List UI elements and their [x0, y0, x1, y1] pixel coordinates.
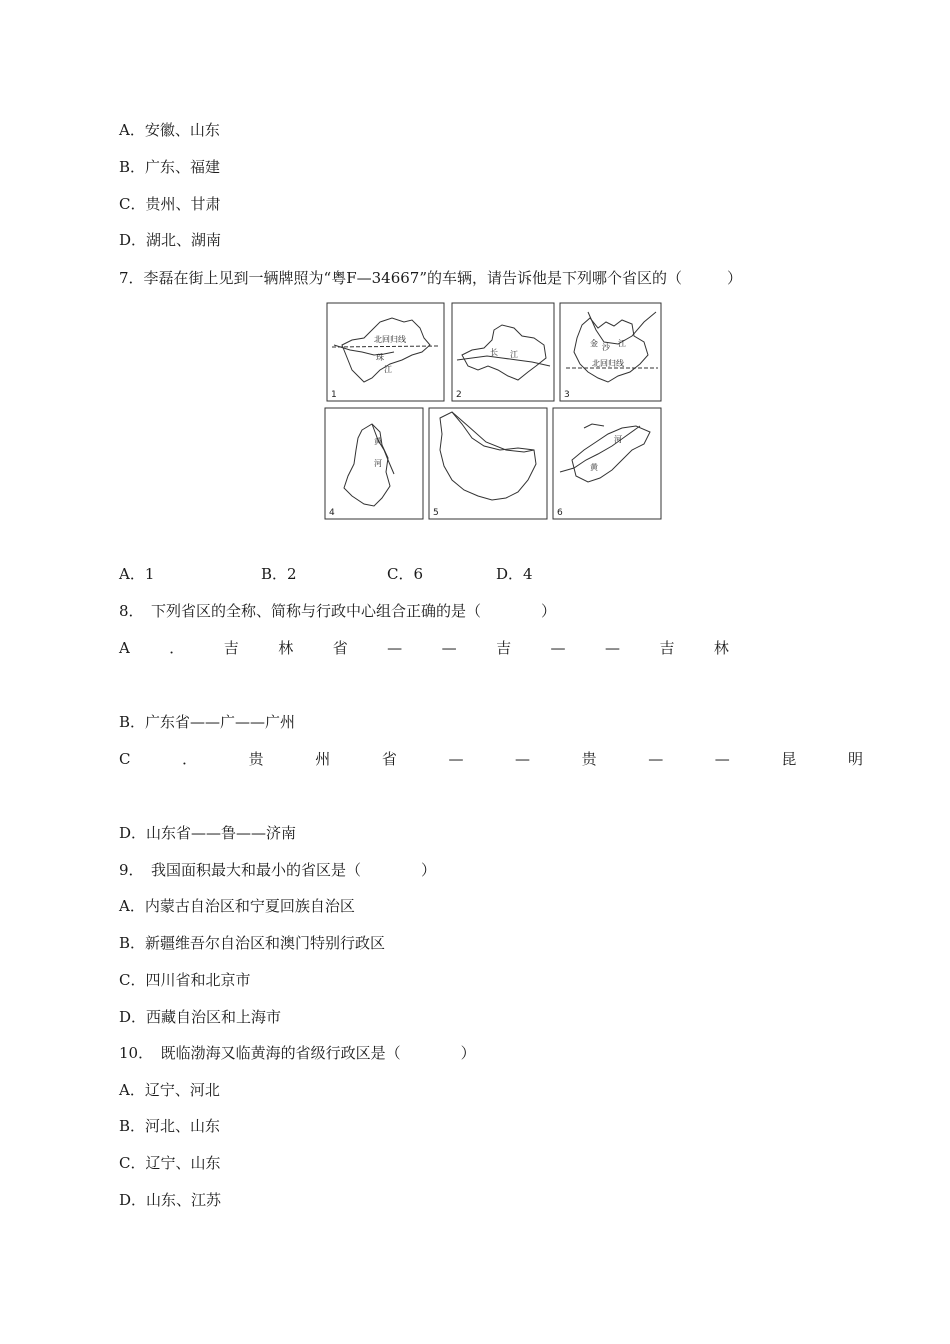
q7-option-a: A．1	[119, 565, 155, 583]
q6-option-a: A．安徽、山东	[119, 121, 220, 139]
q9-option-a: A．内蒙古自治区和宁夏回族自治区	[119, 897, 355, 915]
map-1-number: 1	[331, 390, 337, 400]
q8-c-char: 贵	[581, 750, 597, 768]
q7-stem: 7．李磊在街上见到一辆牌照为“粤F—34667”的车辆，请告诉他是下列哪个省区的（ ）	[119, 269, 743, 287]
q6-option-d: D．湖北、湖南	[119, 231, 222, 249]
map-5-number: 5	[433, 508, 439, 518]
map-6-river-label-a: 河	[614, 435, 622, 444]
map-5-outline	[440, 412, 536, 500]
province-outline-maps	[322, 300, 664, 522]
map-4-river-label-b: 河	[374, 459, 382, 468]
q9-option-b: B．新疆维吾尔自治区和澳门特别行政区	[119, 934, 386, 952]
q9-option-d: D．西藏自治区和上海市	[119, 1008, 282, 1026]
q10-option-d: D．山东、江苏	[119, 1191, 222, 1209]
map-panel-5	[429, 408, 547, 519]
map-4-number: 4	[329, 508, 335, 518]
map-3-number: 3	[564, 390, 570, 400]
q8-a-char: 吉	[659, 639, 675, 657]
q10-option-a: A．辽宁、河北	[119, 1081, 220, 1099]
q8-a-char: A	[119, 639, 130, 657]
q7-option-d: D．4	[496, 565, 533, 583]
map-6-outline	[572, 426, 650, 482]
q6-option-b: B．广东、福建	[119, 158, 221, 176]
q8-c-char: 州	[315, 750, 331, 768]
map-3-river-label-b: 沙	[602, 343, 610, 352]
map-3-river-label-c: 江	[618, 339, 626, 348]
q7-option-b: B．2	[261, 565, 297, 583]
q8-option-b: B．广东省——广——广州	[119, 713, 296, 731]
map-6-river-label-b: 黄	[590, 463, 598, 472]
q8-a-char: 省	[332, 639, 348, 657]
q9-stem: 9． 我国面积最大和最小的省区是（ ）	[119, 861, 437, 879]
map-3-tropic-label: 北回归线	[592, 359, 624, 368]
map-2-river-label-a: 长	[490, 348, 498, 357]
q8-a-char: 吉	[496, 639, 512, 657]
q9-option-c: C．四川省和北京市	[119, 971, 251, 989]
map-2-outline	[462, 325, 546, 380]
q8-a-char: ．	[169, 639, 185, 657]
map-2-number: 2	[456, 390, 462, 400]
map-1-tropic-line	[332, 346, 440, 347]
q8-a-char: —	[550, 639, 566, 657]
q8-c-char: 贵	[248, 750, 264, 768]
q8-option-c	[119, 749, 863, 769]
map-4-river-label-a: 黄	[374, 437, 382, 446]
q8-c-char: 昆	[781, 750, 797, 768]
map-6-river	[560, 426, 640, 472]
q6-option-c: C．贵州、甘肃	[119, 195, 221, 213]
q8-a-char: —	[387, 639, 403, 657]
q10-option-b: B．河北、山东	[119, 1117, 221, 1135]
q8-a-char: 吉	[223, 639, 239, 657]
q8-c-char: C	[119, 750, 131, 768]
q8-c-char: —	[515, 750, 531, 768]
q8-option-a	[119, 638, 729, 658]
q7-option-c: C．6	[387, 565, 424, 583]
map-3-river-label-a: 金	[590, 339, 598, 348]
map-panel-3	[560, 303, 661, 401]
map-panel-6	[553, 408, 661, 519]
map-2-river-label-b: 江	[510, 350, 518, 359]
map-1-river-label-b: 江	[384, 365, 392, 374]
q8-c-char: ．	[182, 750, 198, 768]
map-1-river-label-a: 珠	[376, 353, 384, 362]
map-5-river	[452, 412, 534, 452]
q8-a-char: —	[441, 639, 457, 657]
q8-c-char: 省	[381, 750, 397, 768]
q8-c-char: —	[448, 750, 464, 768]
map-4-outline	[344, 424, 390, 506]
q8-a-char: 林	[713, 639, 729, 657]
q8-option-d: D．山东省——鲁——济南	[119, 824, 297, 842]
q8-a-char: —	[605, 639, 620, 657]
q10-option-c: C．辽宁、山东	[119, 1154, 221, 1172]
q8-a-char: 林	[278, 639, 294, 657]
q8-c-char: 明	[847, 750, 863, 768]
map-2-river	[457, 356, 550, 366]
map-6-river-branch	[584, 424, 604, 428]
map-6-number: 6	[557, 508, 563, 518]
q8-stem: 8． 下列省区的全称、简称与行政中心组合正确的是（ ）	[119, 602, 557, 620]
q10-stem: 10． 既临渤海又临黄海的省级行政区是（ ）	[119, 1044, 476, 1062]
q8-c-char: —	[648, 750, 664, 768]
map-1-tropic-label: 北回归线	[374, 335, 406, 344]
map-3-outline	[574, 318, 648, 382]
q8-c-char: —	[714, 750, 730, 768]
